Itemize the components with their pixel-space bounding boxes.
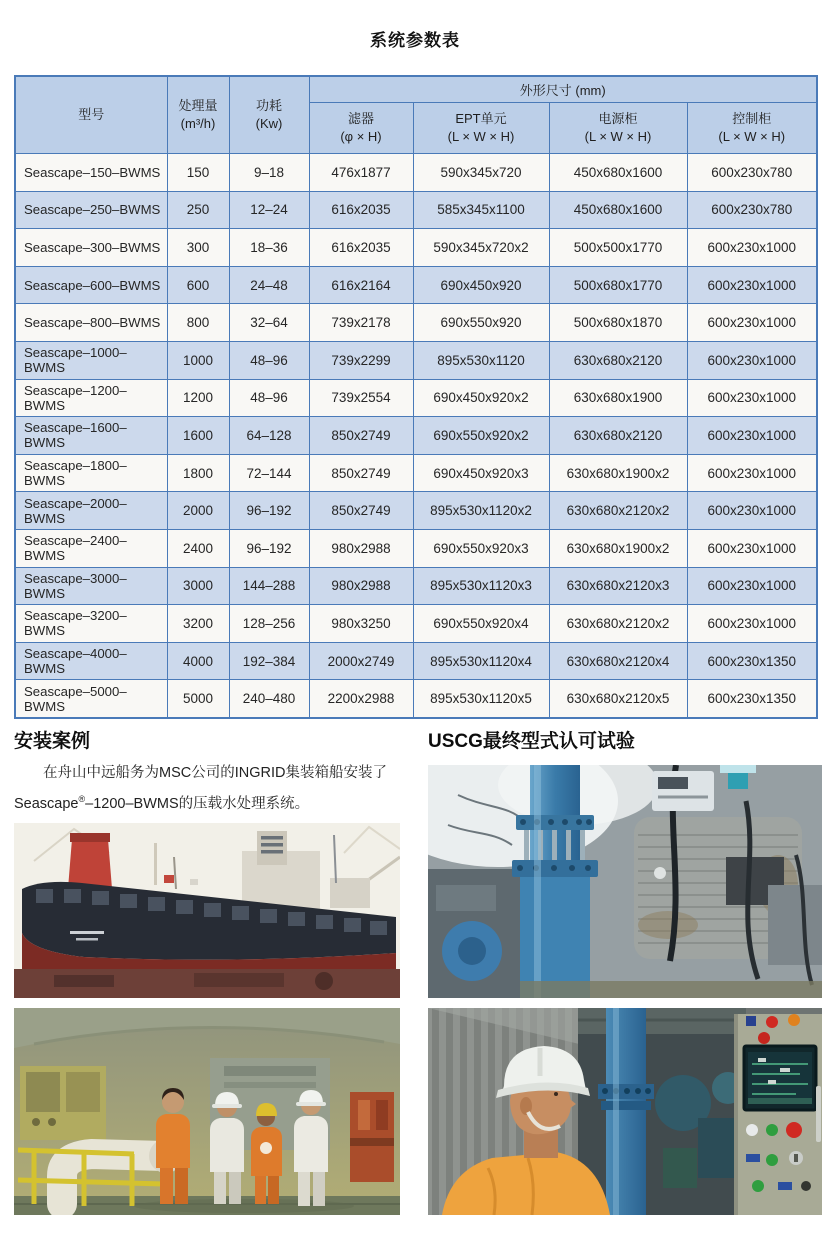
col-header-capacity-line2: (m³/h)	[180, 116, 216, 131]
cell-value: 630x680x2120x2	[549, 605, 687, 643]
ship-illustration	[14, 823, 400, 998]
cell-value: 3200	[167, 605, 229, 643]
cell-value: 630x680x2120	[549, 341, 687, 379]
cell-value: 96–192	[229, 492, 309, 530]
cell-value: 144–288	[229, 567, 309, 605]
control-panel-photo	[428, 1008, 822, 1215]
cell-model: Seascape–250–BWMS	[15, 191, 167, 229]
cell-value: 600x230x780	[687, 154, 817, 192]
cell-value: 630x680x2120x5	[549, 680, 687, 718]
cell-value: 500x500x1770	[549, 229, 687, 267]
cell-value: 616x2164	[309, 266, 413, 304]
cell-value: 1200	[167, 379, 229, 417]
cell-value: 895x530x1120x3	[413, 567, 549, 605]
cell-value: 630x680x2120	[549, 417, 687, 455]
install-cases-title: 安装案例	[14, 731, 91, 752]
cell-value: 850x2749	[309, 417, 413, 455]
cell-model: Seascape–4000–BWMS	[15, 642, 167, 680]
cell-value: 630x680x1900x2	[549, 454, 687, 492]
cell-value: 600x230x1350	[687, 642, 817, 680]
cell-value: 128–256	[229, 605, 309, 643]
table-row	[15, 154, 817, 192]
install-text-pre: 在舟山中远船务为MSC公司的INGRID集装箱船安装了Seascape	[14, 765, 387, 812]
table-row	[15, 341, 817, 379]
cell-value: 1600	[167, 417, 229, 455]
cell-value: 739x2178	[309, 304, 413, 342]
table-row	[15, 454, 817, 492]
cell-value: 600x230x1000	[687, 379, 817, 417]
cell-value: 3000	[167, 567, 229, 605]
table-row	[15, 605, 817, 643]
cell-value: 585x345x1100	[413, 191, 549, 229]
col-header-model-label: 型号	[78, 107, 105, 122]
cell-value: 32–64	[229, 304, 309, 342]
col-header-power-line1: 功耗	[255, 98, 282, 113]
cell-value: 12–24	[229, 191, 309, 229]
cell-value: 600x230x1000	[687, 605, 817, 643]
cell-model: Seascape–1000–BWMS	[15, 341, 167, 379]
cell-value: 630x680x2120x4	[549, 642, 687, 680]
cell-model: Seascape–1600–BWMS	[15, 417, 167, 455]
cell-value: 690x450x920	[413, 266, 549, 304]
cell-value: 600x230x1000	[687, 266, 817, 304]
col-header-ept	[413, 103, 549, 154]
cell-value: 739x2554	[309, 379, 413, 417]
table-row	[15, 642, 817, 680]
cell-value: 250	[167, 191, 229, 229]
cell-value: 2000	[167, 492, 229, 530]
cell-value: 450x680x1600	[549, 191, 687, 229]
col-header-control-cabinet-line1: 控制柜	[732, 111, 772, 126]
cell-value: 600	[167, 266, 229, 304]
cell-value: 616x2035	[309, 229, 413, 267]
cell-value: 5000	[167, 680, 229, 718]
test-rig-illustration	[428, 765, 822, 998]
col-header-filter-line2: (φ × H)	[340, 129, 382, 144]
cell-model: Seascape–2400–BWMS	[15, 529, 167, 567]
cell-value: 96–192	[229, 529, 309, 567]
table-row	[15, 379, 817, 417]
cell-value: 2400	[167, 529, 229, 567]
cell-value: 630x680x1900x2	[549, 529, 687, 567]
table-row	[15, 417, 817, 455]
cell-value: 500x680x1770	[549, 266, 687, 304]
cell-value: 18–36	[229, 229, 309, 267]
cell-value: 48–96	[229, 379, 309, 417]
team-illustration	[14, 1008, 400, 1215]
cell-value: 24–48	[229, 266, 309, 304]
install-cases-text	[14, 760, 416, 817]
table-header-row-1	[15, 76, 817, 103]
cell-value: 690x450x920x3	[413, 454, 549, 492]
cell-value: 600x230x1000	[687, 492, 817, 530]
uscg-test-title: USCG最终型式认可试验	[428, 731, 635, 752]
cell-model: Seascape–1800–BWMS	[15, 454, 167, 492]
cell-value: 630x680x2120x3	[549, 567, 687, 605]
cell-value: 600x230x1000	[687, 417, 817, 455]
cell-value: 64–128	[229, 417, 309, 455]
cell-value: 690x550x920x2	[413, 417, 549, 455]
cell-value: 980x2988	[309, 567, 413, 605]
installation-team-photo	[14, 1008, 400, 1215]
cell-value: 616x2035	[309, 191, 413, 229]
cell-value: 476x1877	[309, 154, 413, 192]
cell-value: 600x230x1350	[687, 680, 817, 718]
cell-value: 690x550x920x3	[413, 529, 549, 567]
control-panel-illustration	[428, 1008, 822, 1215]
col-header-power	[229, 76, 309, 154]
cell-value: 300	[167, 229, 229, 267]
col-header-power-cabinet-line1: 电源柜	[598, 111, 638, 126]
table-row	[15, 567, 817, 605]
cell-value: 980x3250	[309, 605, 413, 643]
cell-value: 192–384	[229, 642, 309, 680]
cell-model: Seascape–5000–BWMS	[15, 680, 167, 718]
bottom-section	[0, 726, 830, 1244]
cell-value: 1000	[167, 341, 229, 379]
table-row	[15, 529, 817, 567]
cell-value: 850x2749	[309, 492, 413, 530]
cell-value: 1800	[167, 454, 229, 492]
cell-value: 895x530x1120	[413, 341, 549, 379]
cell-model: Seascape–3000–BWMS	[15, 567, 167, 605]
cell-value: 450x680x1600	[549, 154, 687, 192]
cell-value: 690x450x920x2	[413, 379, 549, 417]
table-row	[15, 492, 817, 530]
cell-value: 980x2988	[309, 529, 413, 567]
table-row	[15, 266, 817, 304]
cell-value: 500x680x1870	[549, 304, 687, 342]
cell-value: 72–144	[229, 454, 309, 492]
cell-value: 600x230x1000	[687, 229, 817, 267]
col-header-power-line2: (Kw)	[255, 116, 283, 131]
col-header-filter-line1: 滤器	[347, 111, 374, 126]
col-header-dimensions-group: 外形尺寸 (mm)	[309, 76, 817, 103]
container-ship-photo	[14, 823, 400, 998]
table-row	[15, 191, 817, 229]
col-header-ept-line1: EPT单元	[455, 111, 507, 126]
cell-value: 600x230x1000	[687, 454, 817, 492]
cell-value: 2000x2749	[309, 642, 413, 680]
cell-model: Seascape–1200–BWMS	[15, 379, 167, 417]
col-header-filter	[309, 103, 413, 154]
cell-value: 895x530x1120x2	[413, 492, 549, 530]
cell-value: 690x550x920	[413, 304, 549, 342]
cell-value: 600x230x1000	[687, 567, 817, 605]
cell-model: Seascape–300–BWMS	[15, 229, 167, 267]
test-rig-photo	[428, 765, 822, 998]
page-title: 系统参数表	[370, 31, 460, 50]
cell-value: 9–18	[229, 154, 309, 192]
table-row	[15, 229, 817, 267]
cell-value: 2200x2988	[309, 680, 413, 718]
cell-value: 895x530x1120x5	[413, 680, 549, 718]
cell-value: 240–480	[229, 680, 309, 718]
col-header-model	[15, 76, 167, 154]
cell-model: Seascape–800–BWMS	[15, 304, 167, 342]
cell-value: 600x230x1000	[687, 341, 817, 379]
cell-value: 800	[167, 304, 229, 342]
table-row	[15, 304, 817, 342]
cell-value: 600x230x780	[687, 191, 817, 229]
cell-model: Seascape–2000–BWMS	[15, 492, 167, 530]
cell-model: Seascape–3200–BWMS	[15, 605, 167, 643]
col-header-control-cabinet-line2: (L × W × H)	[718, 129, 786, 144]
cell-value: 630x680x1900	[549, 379, 687, 417]
cell-value: 590x345x720x2	[413, 229, 549, 267]
cell-value: 850x2749	[309, 454, 413, 492]
registered-trademark-symbol: ®	[78, 794, 86, 804]
col-header-capacity-line1: 处理量	[178, 98, 218, 113]
col-header-ept-line2: (L × W × H)	[447, 129, 515, 144]
cell-value: 590x345x720	[413, 154, 549, 192]
system-parameters-table	[14, 75, 818, 719]
table-row	[15, 680, 817, 718]
cell-model: Seascape–150–BWMS	[15, 154, 167, 192]
cell-value: 600x230x1000	[687, 529, 817, 567]
install-text-post: –1200–BWMS的压载水处理系统。	[85, 795, 310, 812]
cell-value: 4000	[167, 642, 229, 680]
cell-value: 150	[167, 154, 229, 192]
col-header-capacity	[167, 76, 229, 154]
cell-model: Seascape–600–BWMS	[15, 266, 167, 304]
col-header-control-cabinet	[687, 103, 817, 154]
col-header-power-cabinet	[549, 103, 687, 154]
cell-value: 739x2299	[309, 341, 413, 379]
cell-value: 690x550x920x4	[413, 605, 549, 643]
col-header-power-cabinet-line2: (L × W × H)	[584, 129, 652, 144]
params-table-body	[15, 154, 817, 718]
cell-value: 895x530x1120x4	[413, 642, 549, 680]
cell-value: 48–96	[229, 341, 309, 379]
cell-value: 600x230x1000	[687, 304, 817, 342]
cell-value: 630x680x2120x2	[549, 492, 687, 530]
